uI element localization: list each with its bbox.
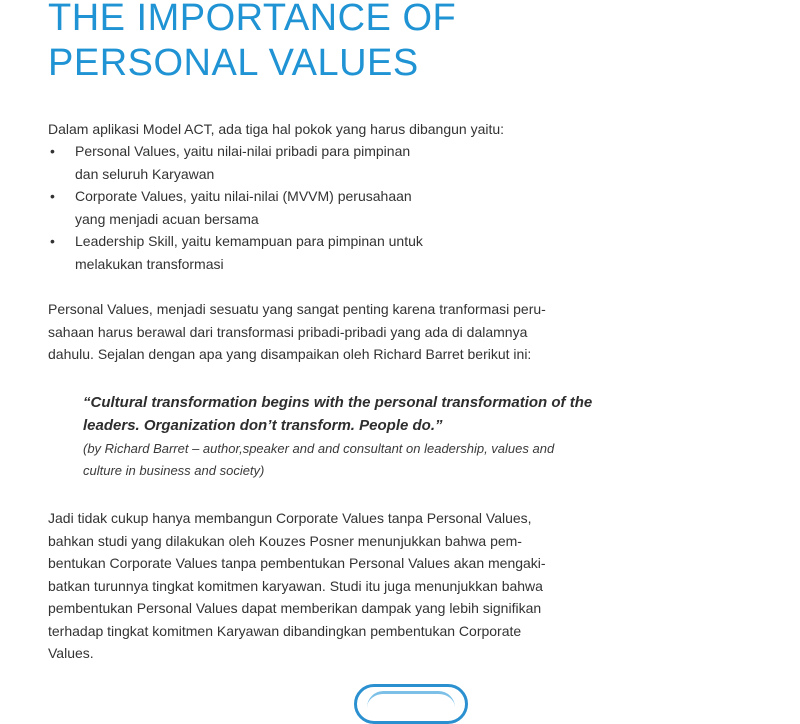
quote-block (83, 391, 643, 482)
page-title (48, 0, 456, 86)
paragraph-kouzes-posner (48, 507, 546, 665)
badge-inner-ring (367, 691, 455, 724)
bullet-list (48, 140, 423, 275)
bullet-line: melakukan transformasi (75, 255, 224, 272)
bullet-marker: • (50, 233, 55, 249)
paragraph-line: Values. (48, 645, 94, 661)
quote-text (83, 391, 643, 437)
attribution-line: (by Richard Barret – author,speaker and and consultant on leadership, values and (83, 441, 555, 456)
bullet-line: Corporate Values, yaitu nilai-nilai (MVVM) perusahaan (75, 188, 412, 204)
bullet-marker: • (50, 188, 55, 204)
page-badge-decoration (354, 684, 468, 724)
paragraph-line: bentukan Corporate Values tanpa pembentukan Personal Values akan mengaki- (48, 555, 546, 571)
paragraph-line: terhadap tingkat komitmen Karyawan dibandingkan pembentukan Corporate (48, 622, 522, 639)
bullet-line: Leadership Skill, yaitu kemampuan para pimpinan untuk (75, 233, 423, 249)
paragraph-line: dahulu. Sejalan dengan apa yang disampaikan oleh Richard Barret berikut ini: (48, 346, 532, 362)
bullet-item-leadership-skill (48, 230, 423, 275)
bullet-item-corporate-values (48, 185, 423, 230)
paragraph-line: Personal Values, menjadi sesuatu yang sangat penting karena tranformasi peru- (48, 301, 546, 317)
quote-line: leaders. Organization don’t transform. People do.” (83, 417, 443, 434)
paragraph-personal-values (48, 298, 546, 366)
quote-attribution (83, 438, 643, 482)
bullet-line: dan seluruh Karyawan (75, 165, 215, 182)
paragraph-line: pembentukan Personal Values dapat memberikan dampak yang lebih signifikan (48, 600, 542, 616)
paragraph-line: batkan turunnya tingkat komitmen karyawan. Studi itu juga menunjukkan bahwa (48, 577, 543, 594)
bullet-line: yang menjadi acuan bersama (75, 210, 259, 227)
quote-line: “Cultural transformation begins with the personal transformation of the (83, 394, 593, 411)
paragraph-line: bahkan studi yang dilakukan oleh Kouzes Posner menunjukkan bahwa pem- (48, 532, 522, 549)
paragraph-line: sahaan harus berawal dari transformasi pribadi-pribadi yang ada di dalamnya (48, 323, 528, 340)
paragraph-line: Jadi tidak cukup hanya membangun Corporate Values tanpa Personal Values, (48, 510, 532, 526)
intro-paragraph: Dalam aplikasi Model ACT, ada tiga hal pokok yang harus dibangun yaitu: (48, 121, 505, 137)
attribution-line: culture in business and society) (83, 463, 265, 478)
bullet-item-personal-values (48, 140, 423, 185)
bullet-marker: • (50, 143, 55, 159)
page-title-line-2: PERSONAL VALUES (48, 42, 419, 84)
bullet-line: Personal Values, yaitu nilai-nilai pribadi para pimpinan (75, 143, 411, 159)
page-title-line-1: THE IMPORTANCE OF (48, 0, 457, 39)
